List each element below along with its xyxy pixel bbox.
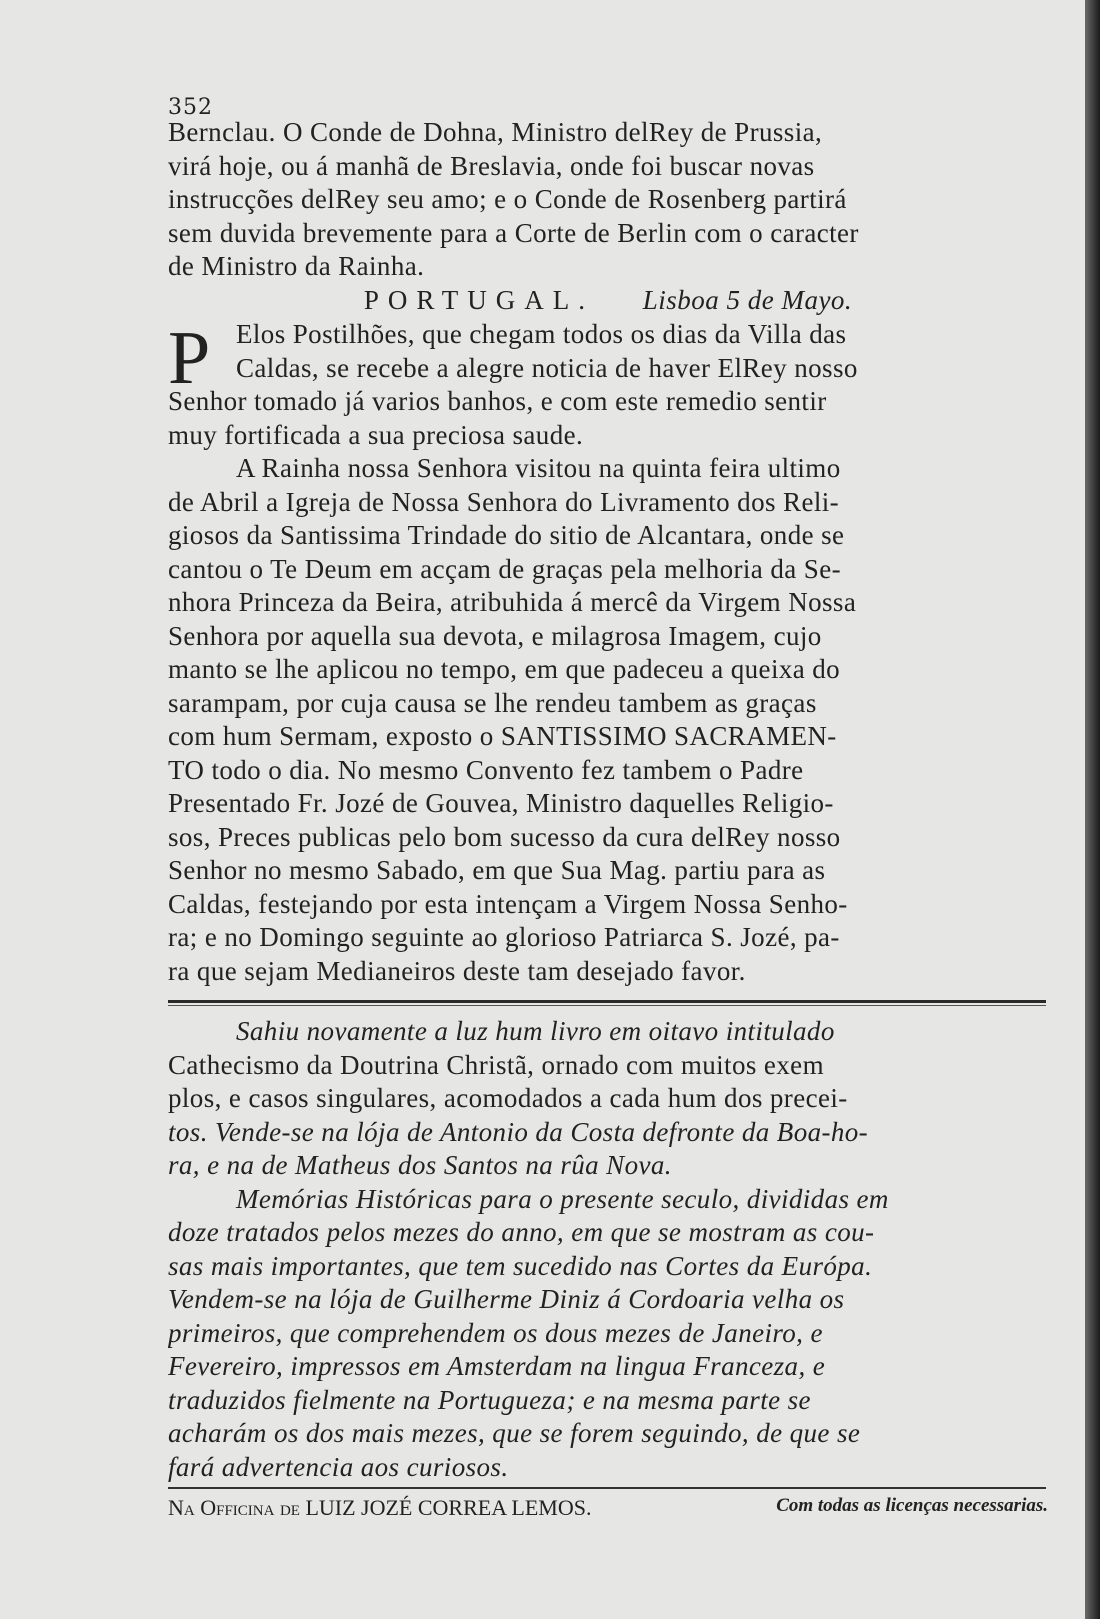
text-line: giosos da Santissima Trindade do sitio de Alcantara, onde se xyxy=(168,520,845,550)
text-line: TO todo o dia. No mesmo Convento fez tambem o Padre xyxy=(168,754,804,785)
text-line: Senhora por aquella sua devota, e milagrosa Imagem, cujo xyxy=(168,620,822,651)
text-line: tos. Vende-se na lója de Antonio da Costa defronte da Boa-ho- xyxy=(168,1116,869,1147)
heading-date: Lisboa 5 de Mayo. xyxy=(642,284,853,315)
text-line: ra que sejam Medianeiros deste tam desejado favor. xyxy=(168,955,746,986)
text-line: instrucções delRey seu amo; e o Conde de Rosenberg partirá xyxy=(168,184,847,214)
license-line: Com todas as licenças necessarias. xyxy=(776,1495,1048,1516)
page-number: 352 xyxy=(168,95,213,120)
text-line: de Ministro da Rainha. xyxy=(168,251,425,281)
text-line: Senhor no mesmo Sabado, em que Sua Mag. partiu para as xyxy=(168,855,826,885)
text-line: plos, e casos singulares, acomodados a cada hum dos precei- xyxy=(168,1083,848,1113)
text-line: sarampam, por cuja causa se lhe rendeu tambem as graças xyxy=(168,687,817,718)
text-line: com hum Sermam, exposto o SANTISSIMO SACRAMEN- xyxy=(168,721,837,751)
book-advertisements xyxy=(168,1015,1048,1484)
section-divider xyxy=(168,1000,1046,1006)
text-line: Bernclau. O Conde de Dohna, Ministro delRey de Prussia, xyxy=(168,117,823,147)
text-line: Cathecismo da Doutrina Christã, ornado com muitos exem xyxy=(168,1049,824,1080)
text-line: primeiros, que comprehendem os dous mezes de Janeiro, e xyxy=(168,1317,823,1348)
text-line: Caldas, festejando por esta intençam a Virgem Nossa Senho- xyxy=(168,888,848,919)
text-line: nhora Princeza da Beira, atribuhida á mercê da Virgem Nossa xyxy=(168,587,857,617)
text-line: fará advertencia aos curiosos. xyxy=(168,1451,509,1482)
text-line: sos, Preces publicas pelo bom sucesso da cura delRey nosso xyxy=(168,821,841,852)
news-block-berlin xyxy=(168,116,1048,317)
text-line: ra; e no Domingo seguinte ao glorioso Patriarca S. Jozé, pa- xyxy=(168,922,840,952)
text-line: ra, e na de Matheus dos Santos na rûa Nova. xyxy=(168,1150,672,1180)
text-line: acharám os dos mais mezes, que se forem seguindo, de que se xyxy=(168,1418,861,1448)
text-line: manto se lhe aplicou no tempo, em que padeceu a queixa do xyxy=(168,654,841,684)
text-line: cantou o Te Deum em acçam de graças pela melhoria da Se- xyxy=(168,553,841,584)
text-line: Caldas, se recebe a alegre noticia de haver ElRey nosso xyxy=(236,352,858,383)
text-line: de Abril a Igreja de Nossa Senhora do Livramento dos Reli- xyxy=(168,486,840,517)
text-line: traduzidos fielmente na Portugueza; e na mesma parte se xyxy=(168,1384,811,1415)
text-line: doze tratados pelos mezes do anno, em que se mostram as cou- xyxy=(168,1217,875,1247)
drop-cap: P xyxy=(168,316,211,400)
heading-place: PORTUGAL. xyxy=(363,284,594,315)
text-line: Sahiu novamente a luz hum livro em oitavo intitulado xyxy=(236,1016,835,1046)
printer-line: Na Officina de LUIZ JOZÉ CORREA LEMOS. xyxy=(168,1495,592,1520)
imprint-divider xyxy=(168,1487,1046,1489)
text-line: Elos Postilhões, que chegam todos os dias da Villa das xyxy=(236,319,847,349)
text-line: Senhor tomado já varios banhos, e com este remedio sentir xyxy=(168,386,827,416)
page-edge-shadow xyxy=(1085,0,1100,1619)
text-line: Fevereiro, impressos em Amsterdam na lingua Franceza, e xyxy=(168,1351,826,1381)
text-line: muy fortificada a sua preciosa saude. xyxy=(168,419,584,450)
text-line: sem duvida brevemente para a Corte de Berlin com o caracter xyxy=(168,217,859,248)
text-line: Vendem-se na lója de Guilherme Diniz á Cordoaria velha os xyxy=(168,1284,845,1314)
text-line: virá hoje, ou á manhã de Breslavia, onde foi buscar novas xyxy=(168,150,815,181)
section-heading xyxy=(168,284,1048,318)
text-line: Memórias Históricas para o presente seculo, divididas em xyxy=(236,1183,889,1214)
text-line: sas mais importantes, que tem sucedido nas Cortes da Európa. xyxy=(168,1250,873,1281)
text-line: A Rainha nossa Senhora visitou na quinta feira ultimo xyxy=(236,453,841,483)
imprint xyxy=(168,1495,1048,1521)
text-line: Presentado Fr. Jozé de Gouvea, Ministro daquelles Religio- xyxy=(168,788,834,818)
news-block-portugal xyxy=(168,318,1048,988)
